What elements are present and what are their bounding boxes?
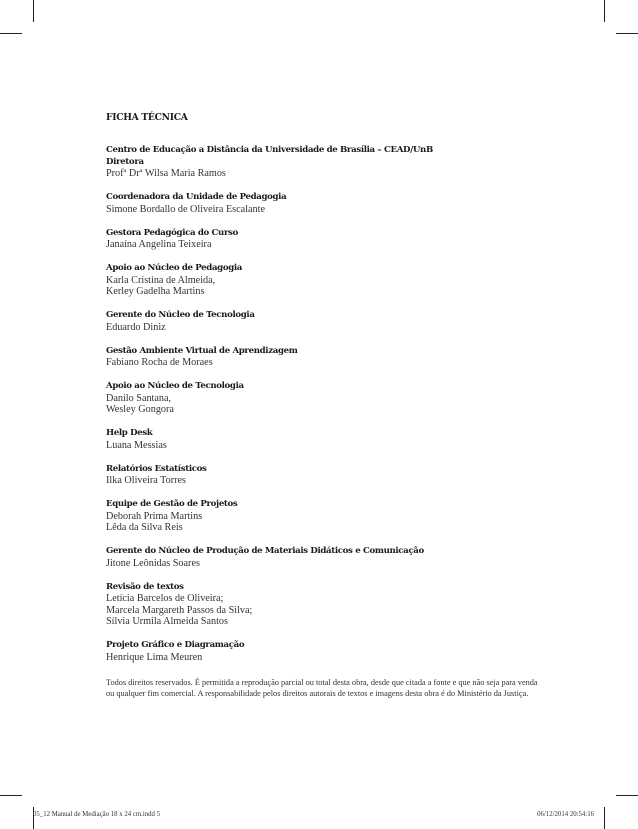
credit-entry-name: Eduardo Diniz	[106, 321, 166, 333]
credit-entry-title: Apoio ao Núcleo de Pedagogia	[106, 263, 243, 273]
credit-entry	[106, 381, 546, 416]
credit-entry-title: Relatórios Estatísticos	[106, 463, 207, 474]
credit-entry-title: Gerente do Núcleo de Produção de Materiais Didáticos e Comunicação	[106, 546, 424, 556]
credit-entry-name: Letícia Barcelos de Oliveira;	[106, 593, 224, 604]
credit-entry-title: Help Desk	[106, 428, 153, 438]
credit-entry-name: Lêda da Silva Reis	[106, 522, 183, 533]
credit-entry-title: Revisão de textos	[106, 581, 184, 592]
crop-mark	[0, 795, 22, 796]
credit-entry-name: Sílvia Urmila Almeida Santos	[106, 616, 228, 627]
crop-mark	[33, 0, 34, 22]
credit-entry	[106, 546, 546, 569]
credit-entry	[106, 428, 546, 451]
crop-mark	[616, 33, 638, 34]
credit-entry	[106, 640, 546, 663]
credit-entry	[106, 145, 546, 157]
credit-entry-name: Henrique Lima Meuren	[106, 651, 203, 663]
credit-entry-title: Projeto Gráfico e Diagramação	[106, 640, 245, 650]
credit-entry-name: Kerley Gadelha Martins	[106, 286, 205, 297]
credit-entry	[106, 310, 546, 333]
credit-entry-title: Diretora	[106, 156, 144, 167]
credit-entry-name: Luana Messias	[106, 439, 167, 451]
page-title: FICHA TÉCNICA	[106, 112, 188, 123]
credit-entry-name: Fabiano Rocha de Moraes	[106, 357, 213, 368]
credit-entry-title: Coordenadora da Unidade de Pedagogia	[106, 192, 287, 202]
credit-entry	[106, 499, 546, 534]
credit-entry	[106, 228, 546, 251]
credit-entry	[106, 346, 546, 369]
credit-entry	[106, 582, 546, 628]
rights-notice: Todos direitos reservados. É permitida a reprodução parcial ou total desta obra, desde que citada a fonte e que não seja para venda ou qualquer fim comercial. A responsabilidade pelos direitos autorais de textos e imagens desta obra é do Ministério da Justiça.	[106, 678, 538, 698]
credit-entry-name: Danilo Santana,	[106, 392, 172, 404]
credit-entry	[106, 263, 546, 298]
credit-entry	[106, 157, 546, 180]
credit-entry-title: Gestora Pedagógica do Curso	[106, 227, 238, 238]
print-file-info: 05_12 Manual de Mediação 18 x 24 cm.indd 5	[33, 811, 161, 818]
print-timestamp: 06/12/2014 20:54:16	[537, 811, 594, 818]
credit-entry-title: Apoio ao Núcleo de Tecnologia	[106, 381, 244, 391]
crop-mark	[0, 33, 22, 34]
credit-entry-name: Karla Cristina de Almeida,	[106, 274, 216, 286]
credit-entry-name: Ilka Oliveira Torres	[106, 475, 187, 486]
credits-page	[106, 112, 546, 699]
credit-entry-name: Profª Drª Wilsa Maria Ramos	[106, 168, 226, 179]
credit-entry-name: Jitone Leônidas Soares	[106, 557, 200, 569]
credit-entry-title: Gestão Ambiente Virtual de Aprendizagem	[106, 345, 298, 356]
credit-entry-title: Gerente do Núcleo de Tecnologia	[106, 310, 255, 320]
credit-entry-name: Simone Bordallo de Oliveira Escalante	[106, 203, 265, 215]
credit-entry-name: Janaína Angelina Teixeira	[106, 239, 212, 250]
credit-entry	[106, 192, 546, 215]
credit-entry-title: Equipe de Gestão de Projetos	[106, 499, 238, 509]
credit-entry-name: Wesley Gongora	[106, 404, 174, 415]
credit-entry	[106, 464, 546, 487]
credit-entry-name: Marcela Margareth Passos da Silva;	[106, 604, 253, 616]
crop-mark	[616, 795, 638, 796]
crop-mark	[604, 807, 605, 829]
crop-mark	[604, 0, 605, 22]
credit-entry-name: Deborah Prima Martins	[106, 510, 203, 522]
credit-entry-title: Centro de Educação a Distância da Universidade de Brasília – CEAD/UnB	[106, 145, 433, 155]
